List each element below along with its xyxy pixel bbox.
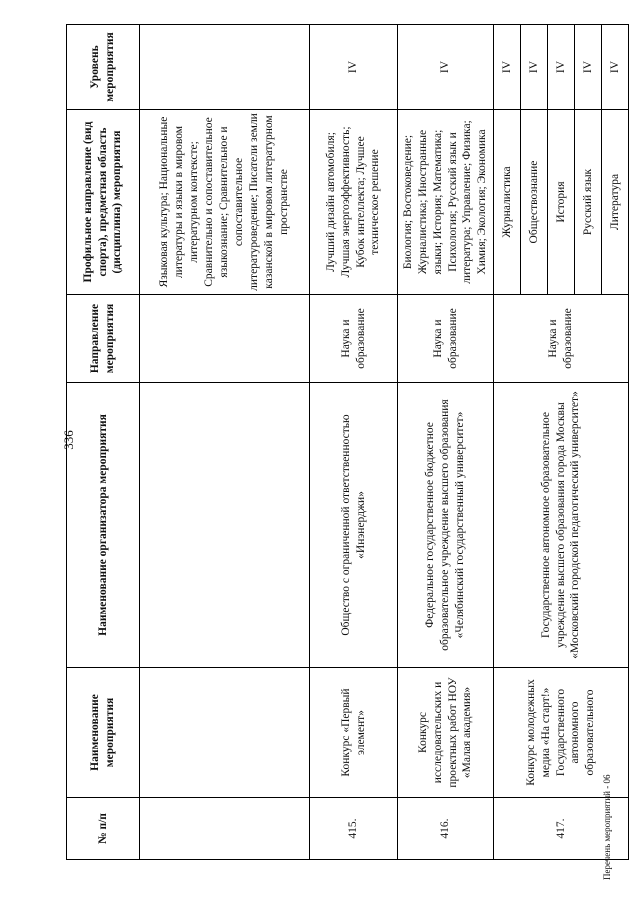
cell-profile: Обществознание xyxy=(521,110,548,295)
cell-org: Общество с ограниченной ответственностью «Инэнерджи» xyxy=(310,383,398,668)
cell-level: IV xyxy=(494,25,521,110)
cell-num xyxy=(140,798,310,860)
cell-direction: Наука и образование xyxy=(310,295,398,383)
table-row-416 xyxy=(398,25,494,860)
cell-num: 416. xyxy=(398,798,494,860)
cell-org xyxy=(140,383,310,668)
table-row-417 xyxy=(494,25,521,860)
cell-profile: Лучший дизайн автомобиля; Лучшая энергоэффективность; Кубок интеллекта; Лучшее техническое решение xyxy=(310,110,398,295)
cell-num: 417. xyxy=(494,798,629,860)
header-profile: Профильное направление (вид спорта), предметная область (дисциплина) мероприятия xyxy=(67,110,140,295)
cell-name: Конкурс «Первый элемент» xyxy=(310,668,398,798)
cell-profile: Языковая культура; Национальные литературы и языки в мировом литературном контексте; Сравнительно и сопоставительное языкознание; Сравнительное и сопоставительное литературоведение; Писатели земли казанской в мировом литературном пространстве xyxy=(140,110,310,295)
cell-name xyxy=(140,668,310,798)
header-num: № п/п xyxy=(67,798,140,860)
header-name: Наименование мероприятия xyxy=(67,668,140,798)
events-table xyxy=(66,24,629,860)
page-number: 336 xyxy=(61,430,76,450)
cell-profile: История xyxy=(548,110,575,295)
header-org: Наименование организатора мероприятия xyxy=(67,383,140,668)
cell-profile: Литература xyxy=(602,110,629,295)
cell-profile: Русский язык xyxy=(575,110,602,295)
cell-level: IV xyxy=(602,25,629,110)
header-row xyxy=(67,25,140,860)
cell-level: IV xyxy=(521,25,548,110)
cell-direction xyxy=(140,295,310,383)
footer-note: Перечень мероприятий - 06 xyxy=(602,774,612,880)
header-level: Уровень мероприятия xyxy=(67,25,140,110)
cell-name: Конкурс исследовательских и проектных работ НОУ «Малая академия» xyxy=(398,668,494,798)
cell-profile: Биология; Востоковедение; Журналистика; Иностранные языки; История; Математика; Психология; Русский язык и литература; Управление; Физика; Химия; Экология; Экономика xyxy=(398,110,494,295)
rotated-table-container xyxy=(66,25,621,860)
cell-level: IV xyxy=(548,25,575,110)
cell-level: IV xyxy=(310,25,398,110)
cell-level xyxy=(140,25,310,110)
header-direction: Направление мероприятия xyxy=(67,295,140,383)
cell-num: 415. xyxy=(310,798,398,860)
cell-level: IV xyxy=(398,25,494,110)
cell-org: Государственное автономное образовательное учреждение высшего образования города Москвы «Московский городской педагогический университет» xyxy=(494,383,629,668)
cell-profile: Журналистика xyxy=(494,110,521,295)
table-row-continuation xyxy=(140,25,310,860)
table-row-415 xyxy=(310,25,398,860)
cell-direction: Наука и образование xyxy=(398,295,494,383)
cell-org: Федеральное государственное бюджетное образовательное учреждение высшего образования «Челябинский государственный университет» xyxy=(398,383,494,668)
cell-name: Конкурс молодежных медиа «На старт!» Государственного автономного образовательного xyxy=(494,668,629,798)
cell-direction: Наука и образование xyxy=(494,295,629,383)
cell-level: IV xyxy=(575,25,602,110)
